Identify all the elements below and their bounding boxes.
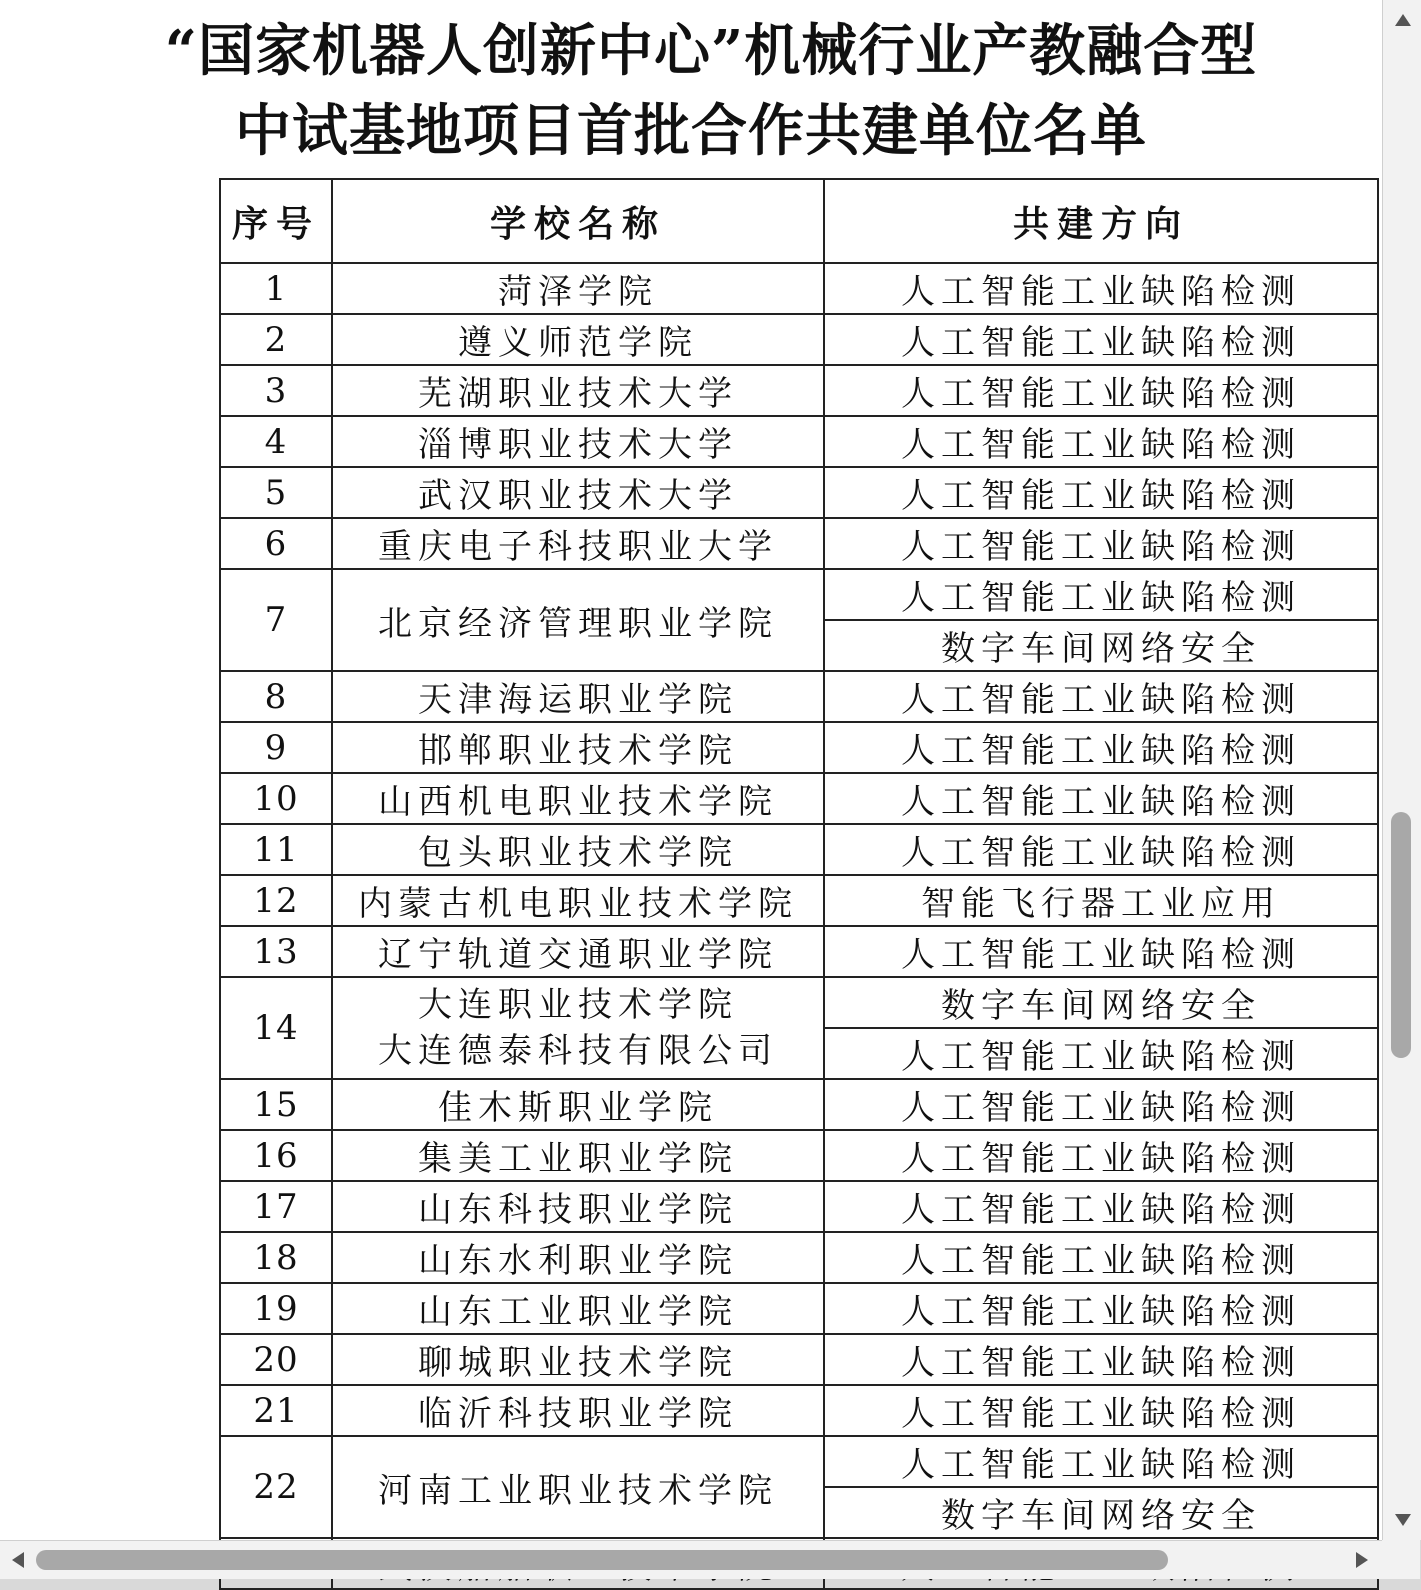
row-school-name [332, 926, 824, 977]
row-school-name [332, 671, 824, 722]
table-row [220, 1181, 1378, 1232]
horizontal-scroll-thumb[interactable] [36, 1550, 1168, 1570]
row-direction: 数字车间网络安全 [824, 1487, 1378, 1538]
document-title-line-2: 中试基地项目首批合作共建单位名单 [235, 98, 1147, 164]
row-school-name [332, 722, 824, 773]
school-name-text: 大连德泰科技有限公司 [378, 1031, 778, 1071]
row-school-name [332, 467, 824, 518]
school-name-text: 山西机电职业技术学院 [378, 782, 778, 822]
table-row [220, 1079, 1378, 1130]
school-name-text: 聊城职业技术学院 [418, 1343, 738, 1383]
row-school-name [332, 1436, 824, 1538]
table-row [220, 824, 1378, 875]
row-school-name [332, 314, 824, 365]
row-number: 11 [220, 824, 332, 875]
row-direction: 人工智能工业缺陷检测 [824, 518, 1378, 569]
school-name-text: 内蒙古机电职业技术学院 [358, 884, 798, 924]
row-school-name [332, 263, 824, 314]
row-direction: 人工智能工业缺陷检测 [824, 671, 1378, 722]
school-name-text: 山东水利职业学院 [418, 1241, 738, 1281]
scroll-left-arrow-icon[interactable] [12, 1552, 24, 1568]
school-name-text: 包头职业技术学院 [418, 833, 738, 873]
row-direction: 人工智能工业缺陷检测 [824, 1232, 1378, 1283]
school-name-text: 重庆电子科技职业大学 [378, 527, 778, 567]
row-school-name [332, 1181, 824, 1232]
scroll-up-arrow-icon[interactable] [1395, 14, 1411, 26]
row-direction: 人工智能工业缺陷检测 [824, 467, 1378, 518]
table-row [220, 314, 1378, 365]
school-name-text: 山东科技职业学院 [418, 1190, 738, 1230]
document-title-line-1: “国家机器人创新中心”机械行业产教融合型 [164, 18, 1258, 84]
row-number: 4 [220, 416, 332, 467]
row-direction: 人工智能工业缺陷检测 [824, 1181, 1378, 1232]
vertical-scroll-thumb[interactable] [1391, 812, 1411, 1058]
scroll-right-arrow-icon[interactable] [1356, 1552, 1368, 1568]
row-direction: 人工智能工业缺陷检测 [824, 1130, 1378, 1181]
row-school-name [332, 1232, 824, 1283]
row-number: 14 [220, 977, 332, 1079]
row-direction: 智能飞行器工业应用 [824, 875, 1378, 926]
row-number: 10 [220, 773, 332, 824]
row-direction: 人工智能工业缺陷检测 [824, 1436, 1378, 1487]
row-direction: 人工智能工业缺陷检测 [824, 722, 1378, 773]
vertical-scrollbar[interactable] [1382, 0, 1421, 1540]
school-name-text: 天津海运职业学院 [418, 680, 738, 720]
scroll-down-arrow-icon[interactable] [1395, 1514, 1411, 1526]
row-number: 17 [220, 1181, 332, 1232]
row-number: 22 [220, 1436, 332, 1538]
table-row [220, 926, 1378, 977]
row-number: 20 [220, 1334, 332, 1385]
row-number: 13 [220, 926, 332, 977]
table-body [220, 179, 1378, 1589]
table-row [220, 569, 1378, 620]
row-school-name [332, 824, 824, 875]
row-direction: 人工智能工业缺陷检测 [824, 1283, 1378, 1334]
header-school-name: 学校名称 [332, 179, 824, 263]
row-direction: 人工智能工业缺陷检测 [824, 1079, 1378, 1130]
row-number: 21 [220, 1385, 332, 1436]
row-direction: 人工智能工业缺陷检测 [824, 416, 1378, 467]
table-header-row [220, 179, 1378, 263]
table-row [220, 416, 1378, 467]
school-name-text: 集美工业职业学院 [418, 1139, 738, 1179]
row-school-name [332, 977, 824, 1079]
row-number: 16 [220, 1130, 332, 1181]
row-direction: 数字车间网络安全 [824, 977, 1378, 1028]
table-row [220, 467, 1378, 518]
row-number: 9 [220, 722, 332, 773]
table-row [220, 875, 1378, 926]
row-direction: 人工智能工业缺陷检测 [824, 263, 1378, 314]
school-name-text: 河南工业职业技术学院 [378, 1470, 778, 1511]
row-direction: 人工智能工业缺陷检测 [824, 1385, 1378, 1436]
school-name-text: 北京经济管理职业学院 [378, 603, 778, 644]
row-direction: 人工智能工业缺陷检测 [824, 314, 1378, 365]
row-number: 18 [220, 1232, 332, 1283]
school-name-text: 佳木斯职业学院 [438, 1088, 718, 1128]
school-name-text: 临沂科技职业学院 [418, 1394, 738, 1434]
table-row [220, 671, 1378, 722]
header-number: 序号 [220, 179, 332, 263]
row-direction: 人工智能工业缺陷检测 [824, 1334, 1378, 1385]
table-row [220, 773, 1378, 824]
table-row [220, 1334, 1378, 1385]
school-name-text: 遵义师范学院 [458, 323, 698, 363]
row-number: 5 [220, 467, 332, 518]
row-school-name [332, 416, 824, 467]
row-school-name [332, 1334, 824, 1385]
table-row [220, 977, 1378, 1028]
row-number: 7 [220, 569, 332, 671]
school-name-text: 芜湖职业技术大学 [418, 374, 738, 414]
row-direction: 人工智能工业缺陷检测 [824, 824, 1378, 875]
scrollbar-corner [1382, 1540, 1420, 1578]
row-school-name [332, 875, 824, 926]
horizontal-scrollbar[interactable] [0, 1540, 1420, 1579]
row-direction: 人工智能工业缺陷检测 [824, 1028, 1378, 1079]
table-row [220, 1436, 1378, 1487]
row-school-name [332, 518, 824, 569]
table-row [220, 518, 1378, 569]
table-row [220, 1283, 1378, 1334]
row-number: 1 [220, 263, 332, 314]
row-school-name [332, 1385, 824, 1436]
table-row [220, 1232, 1378, 1283]
table-row [220, 1130, 1378, 1181]
row-direction: 人工智能工业缺陷检测 [824, 926, 1378, 977]
school-name-text: 菏泽学院 [498, 272, 658, 312]
row-school-name [332, 365, 824, 416]
table-row [220, 365, 1378, 416]
table-row [220, 263, 1378, 314]
row-school-name [332, 1079, 824, 1130]
row-number: 6 [220, 518, 332, 569]
school-name-text: 大连职业技术学院 [418, 985, 738, 1025]
row-school-name [332, 773, 824, 824]
row-number: 2 [220, 314, 332, 365]
school-name-text: 山东工业职业学院 [418, 1292, 738, 1332]
row-number: 3 [220, 365, 332, 416]
school-name-text: 邯郸职业技术学院 [418, 731, 738, 771]
school-name-text: 武汉职业技术大学 [418, 476, 738, 516]
school-name-text: 淄博职业技术大学 [418, 425, 738, 465]
row-direction: 人工智能工业缺陷检测 [824, 365, 1378, 416]
row-direction: 人工智能工业缺陷检测 [824, 773, 1378, 824]
row-number: 19 [220, 1283, 332, 1334]
header-direction: 共建方向 [824, 179, 1378, 263]
row-school-name [332, 569, 824, 671]
table-row [220, 1385, 1378, 1436]
row-direction: 人工智能工业缺陷检测 [824, 569, 1378, 620]
row-number: 15 [220, 1079, 332, 1130]
row-school-name [332, 1283, 824, 1334]
school-name-text: 辽宁轨道交通职业学院 [378, 935, 778, 975]
table-row [220, 722, 1378, 773]
row-number: 8 [220, 671, 332, 722]
row-direction: 数字车间网络安全 [824, 620, 1378, 671]
row-school-name [332, 1130, 824, 1181]
cooperation-unit-table [219, 178, 1379, 1590]
row-number: 12 [220, 875, 332, 926]
